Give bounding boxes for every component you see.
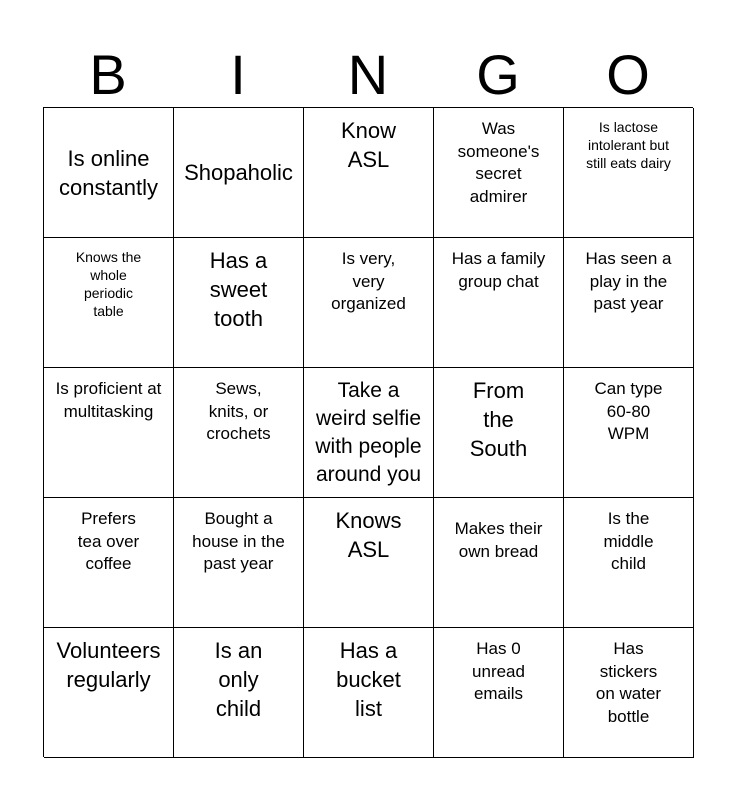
bingo-board (43, 107, 693, 757)
bingo-cell (44, 628, 174, 758)
bingo-cell (44, 498, 174, 628)
bingo-cell (434, 238, 564, 368)
cell-text: Has a sweet tooth (209, 248, 268, 331)
cell-text: Has a family group chat (451, 249, 546, 291)
bingo-header (43, 42, 693, 108)
bingo-cell (434, 368, 564, 498)
cell-text: Is an only child (214, 638, 263, 721)
header-letter-o: O (606, 43, 650, 106)
cell-text: Prefers tea over coffee (77, 509, 140, 573)
bingo-cell (564, 108, 694, 238)
bingo-cell (44, 368, 174, 498)
cell-text: Is the middle child (603, 509, 654, 573)
bingo-cell (44, 238, 174, 368)
bingo-cell (434, 628, 564, 758)
cell-text: Know ASL (340, 118, 397, 172)
cell-text: Bought a house in the past year (192, 509, 285, 573)
bingo-cell (174, 368, 304, 498)
cell-text: Can type 60-80 WPM (594, 379, 663, 443)
bingo-cell (304, 108, 434, 238)
cell-text: Knows the whole periodic table (75, 249, 142, 319)
cell-text: Is online constantly (58, 145, 159, 200)
cell-text: Has 0 unread emails (472, 639, 525, 703)
bingo-cell (304, 238, 434, 368)
bingo-cell (44, 108, 174, 238)
bingo-cell (174, 108, 304, 238)
cell-text: Is lactose intolerant but still eats dairy (586, 119, 671, 171)
bingo-cell (434, 108, 564, 238)
bingo-cell (564, 238, 694, 368)
bingo-cell (434, 498, 564, 628)
bingo-cell (564, 498, 694, 628)
header-letter-b: B (89, 43, 127, 106)
bingo-cell (304, 368, 434, 498)
cell-text: Volunteers regularly (56, 638, 161, 692)
cell-text: Is proficient at multitasking (55, 379, 162, 421)
cell-text: Take a weird selfie with people around you (315, 378, 422, 486)
cell-text: Sews, knits, or crochets (206, 379, 271, 443)
cell-text: Has seen a play in the past year (585, 249, 672, 313)
bingo-cell (304, 498, 434, 628)
bingo-cell (564, 628, 694, 758)
bingo-cell (564, 368, 694, 498)
header-letter-n: N (347, 43, 389, 106)
cell-text: Has a bucket list (336, 638, 401, 721)
cell-text: Was someone's secret admirer (457, 119, 540, 206)
cell-text: From the South (469, 378, 528, 461)
cell-text: Has stickers on water bottle (595, 639, 662, 726)
cell-text: Knows ASL (335, 508, 402, 562)
cell-text: Is very, very organized (331, 249, 406, 313)
header-letter-g: G (476, 43, 520, 106)
header-letter-i: I (230, 43, 246, 106)
bingo-cell (174, 628, 304, 758)
bingo-cell (304, 628, 434, 758)
bingo-cell (174, 498, 304, 628)
cell-text: Shopaholic (184, 160, 293, 185)
cell-text: Makes their own bread (454, 519, 543, 561)
bingo-cell (174, 238, 304, 368)
